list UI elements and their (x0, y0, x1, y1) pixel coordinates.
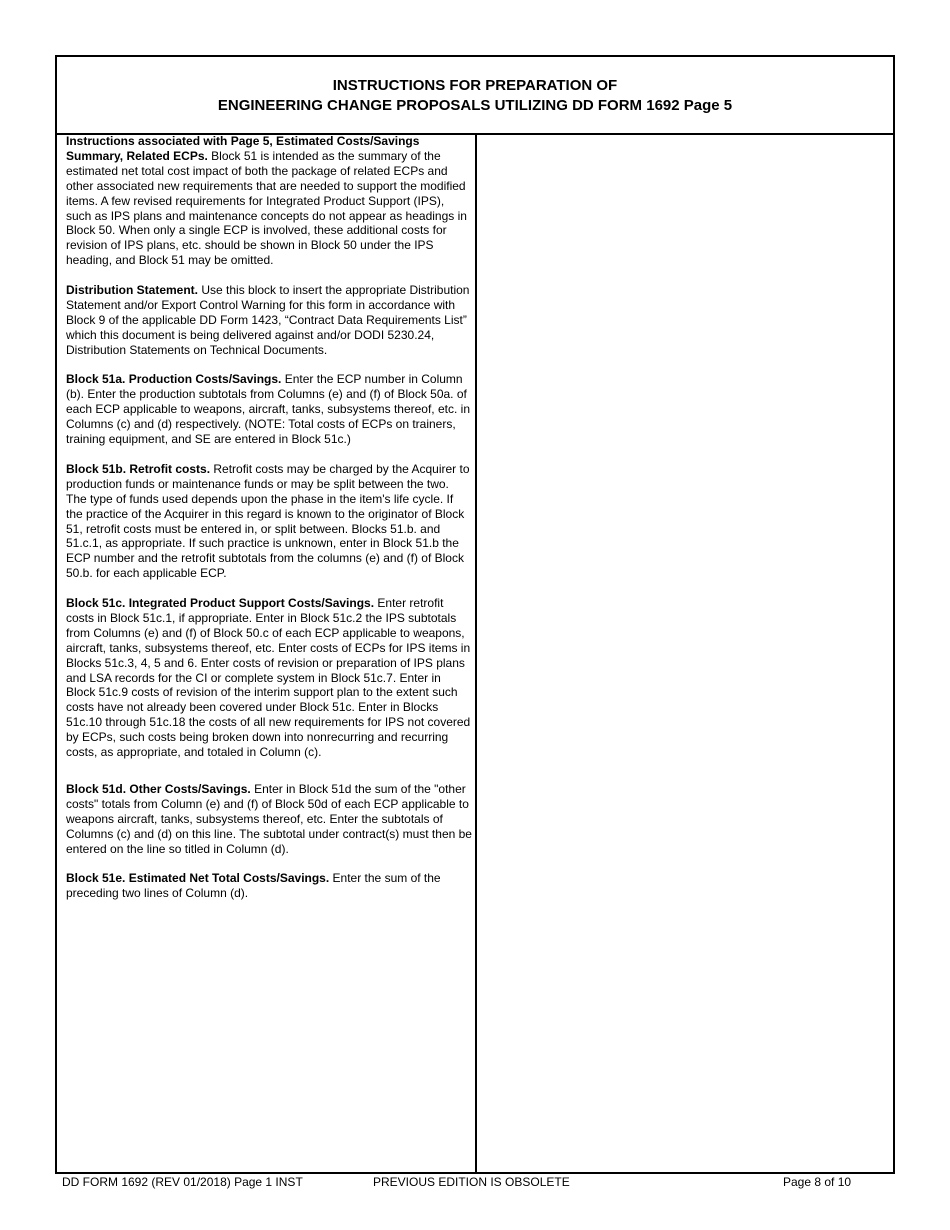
paragraph-heading: Instructions associated with Page 5, Estimated Costs/Savings Summary, Related ECPs. (66, 134, 420, 163)
header-title-line-2: ENGINEERING CHANGE PROPOSALS UTILIZING DD FORM 1692 Page 5 (217, 97, 733, 114)
instruction-paragraph-51e (66, 871, 472, 901)
footer-page-number: Page 8 of 10 (783, 1175, 852, 1189)
instruction-paragraph-page5 (66, 134, 472, 268)
instructions-column (66, 134, 472, 1164)
blank-column (478, 134, 891, 1174)
form-frame (55, 55, 895, 1174)
instruction-paragraph-distribution (66, 283, 472, 358)
paragraph-heading: Block 51a. Production Costs/Savings. (66, 372, 282, 387)
instruction-paragraph-51d (66, 782, 472, 857)
paragraph-body: Enter in Block 51d the sum of the "other costs" totals from Column (e) and (f) of Block 50d of each ECP applicable to weapons aircraft, tanks, subsystems thereof, etc. Enter the subtotals of Columns (c) and (d) on this line. The subtotal under contract(s) must then be entered on the line so titled in Column (d). (66, 782, 472, 856)
footer-form-id: DD FORM 1692 (REV 01/2018) Page 1 INST (62, 1175, 303, 1189)
paragraph-heading: Block 51b. Retrofit costs. (66, 461, 211, 476)
instruction-paragraph-51b (66, 462, 472, 581)
paragraph-body: Enter the sum of the preceding two lines of Column (d). (66, 871, 441, 901)
paragraph-heading: Block 51d. Other Costs/Savings. (66, 782, 251, 796)
paragraph-heading: Distribution Statement. (66, 283, 199, 298)
form-header (57, 57, 893, 135)
footer-edition-notice: PREVIOUS EDITION IS OBSOLETE (373, 1175, 570, 1189)
paragraph-body: Block 51 is intended as the summary of the estimated net total cost impact of both the package of related ECPs and other associated new requirements that are needed to support the modified items. A few revised requirements for Integrated Product Support (IPS), such as IPS plans and maintenance concepts do not appear as headings in Block 50. When only a single ECP is involved, these additional costs for revision of IPS plans, etc. should be shown in Block 50 under the IPS heading, and Block 51 may be omitted. (66, 148, 467, 268)
paragraph-heading: Block 51e. Estimated Net Total Costs/Savings. (66, 871, 330, 886)
page-footer (0, 1175, 950, 1193)
paragraph-body: Enter retrofit costs in Block 51c.1, if appropriate. Enter in Block 51c.2 the IPS subtotals from Columns (e) and (f) of Block 50.c of each ECP applicable to weapons, aircraft, tanks, subsystems thereof, etc. Enter costs of ECPs for IPS items in Blocks 51c.3, 4, 5 and 6. Enter costs of revision or preparation of IPS plans and LSA records for the CI or complete system in Block 51c.7. Enter in Block 51c.9 costs of revision of the interim support plan to the extent such costs have not already been covered under Block 51c. Enter in Blocks 51c.10 through 51c.18 the costs of all new requirements for IPS not covered by ECPs, such costs being broken down into nonrecurring and recurring costs, as appropriate, and totaled in Column (c). (66, 596, 471, 760)
column-divider (475, 133, 477, 1174)
header-title-line-1: INSTRUCTIONS FOR PREPARATION OF (332, 77, 618, 94)
instruction-paragraph-51a (66, 372, 472, 447)
paragraph-heading: Block 51c. Integrated Product Support Costs/Savings. (66, 596, 375, 611)
paragraph-body: Enter the ECP number in Column (b). Enter the production subtotals from Columns (e) and (f) of Block 50a. of each ECP applicable to weapons, aircraft, tanks, subsystems thereof, etc. in Columns (c) and (d) respectively. (NOTE: Total costs of ECPs on trainers, training equipment, and SE are entered in Block 51c.) (66, 372, 470, 447)
paragraph-body: Retrofit costs may be charged by the Acquirer to production funds or maintenance funds or may be split between the two. The type of funds used depends upon the phase in the item's life cycle. If the practice of the Acquirer in this regard is known to the originator of Block 51, retrofit costs must be entered in, or split between. Blocks 51.b. and 51.c.1, as appropriate. If such practice is unknown, enter in Block 51.b the ECP number and the retrofit subtotals from the columns (e) and (f) of Block 50.b. for each applicable ECP. (66, 461, 470, 581)
paragraph-body: Use this block to insert the appropriate Distribution Statement and/or Export Control Warning for this form in accordance with Block 9 of the applicable DD Form 1423, “Contract Data Requirements List” which this document is being delivered against and/or DODI 5230.24, Distribution Statements on Technical Documents. (66, 283, 470, 357)
instruction-paragraph-51c (66, 596, 472, 760)
